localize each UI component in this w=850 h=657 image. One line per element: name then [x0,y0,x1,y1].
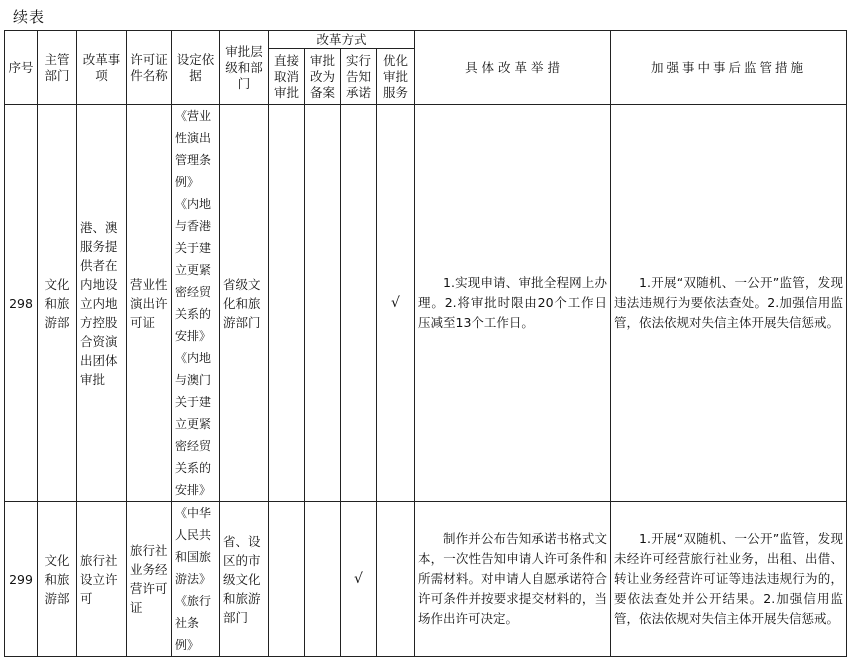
header-dept: 主管部门 [38,31,77,105]
cell-dept: 文化和旅游部 [38,502,77,657]
reform-table [4,30,847,657]
header-methods-group: 改革方式 [269,31,415,49]
header-seq: 序号 [5,31,38,105]
header-license: 许可证件名称 [127,31,172,105]
cell-basis: 《中华人民共和国旅游法》《旅行社条例》 [172,502,220,657]
cell-method-optimize: √ [377,105,415,502]
cell-basis: 《营业性演出管理条例》《内地与香港关于建立更紧密经贸关系的安排》《内地与澳门关于建立更紧密经贸关系的安排》 [172,105,220,502]
cell-measures: 制作并公布告知承诺书格式文本，一次性告知申请人许可条件和所需材料。对申请人自愿承诺符合许可条件并按要求提交材料的，当场作出许可决定。 [415,502,611,657]
header-method-optimize: 优化审批服务 [377,49,415,105]
cell-seq: 299 [5,502,38,657]
table-caption: 续表 [13,8,46,26]
header-method-notify: 实行告知承诺 [341,49,377,105]
cell-seq: 298 [5,105,38,502]
header-row-1 [5,31,847,49]
header-method-cancel: 直接取消审批 [269,49,305,105]
header-supervision: 加强事中事后监管措施 [611,31,847,105]
cell-license: 营业性演出许可证 [127,105,172,502]
cell-method-notify: √ [341,502,377,657]
cell-level: 省、设区的市级文化和旅游部门 [220,502,269,657]
cell-item: 旅行社设立许可 [77,502,127,657]
cell-item: 港、澳服务提供者在内地设立内地方控股合资演出团体审批 [77,105,127,502]
cell-method-notify [341,105,377,502]
table-row [5,502,847,657]
header-item: 改革事项 [77,31,127,105]
cell-dept: 文化和旅游部 [38,105,77,502]
header-level: 审批层级和部门 [220,31,269,105]
header-method-filing: 审批改为备案 [305,49,341,105]
cell-method-cancel [269,105,305,502]
cell-method-optimize [377,502,415,657]
cell-supervision: 1.开展“双随机、一公开”监管，发现违法违规行为要依法查处。2.加强信用监管，依法依规对失信主体开展失信惩戒。 [611,105,847,502]
cell-method-cancel [269,502,305,657]
cell-license: 旅行社业务经营许可证 [127,502,172,657]
cell-method-filing [305,105,341,502]
table-row [5,105,847,502]
header-basis: 设定依据 [172,31,220,105]
header-measures: 具 体 改 革 举 措 [415,31,611,105]
cell-measures: 1.实现申请、审批全程网上办理。2.将审批时限由20个工作日压减至13个工作日。 [415,105,611,502]
cell-supervision: 1.开展“双随机、一公开”监管，发现未经许可经营旅行社业务，出租、出借、转让业务经营许可证等违法违规行为的，要依法查处并公开结果。2.加强信用监管，依法依规对失信主体开展失信惩戒。 [611,502,847,657]
cell-method-filing [305,502,341,657]
cell-level: 省级文化和旅游部门 [220,105,269,502]
